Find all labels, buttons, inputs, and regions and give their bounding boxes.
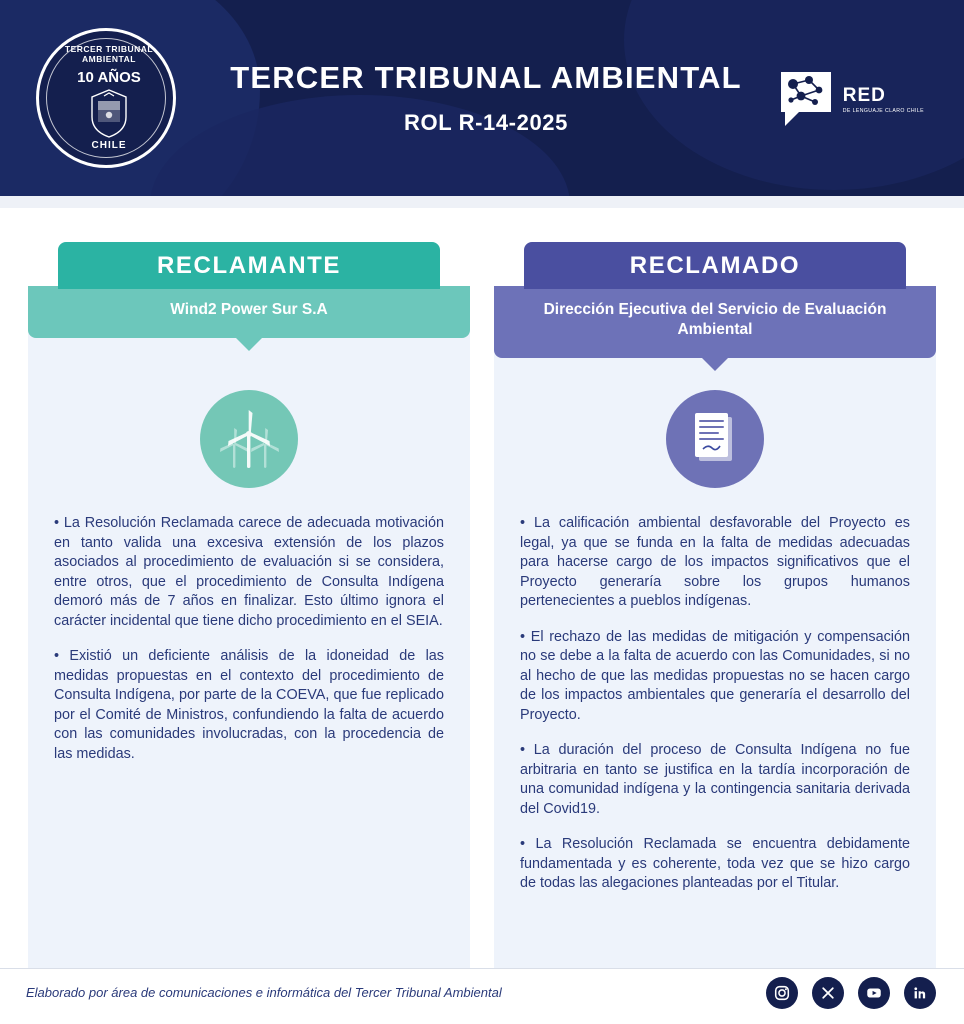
seal-arc-top-text: TERCER TRIBUNAL AMBIENTAL bbox=[64, 44, 154, 64]
case-number: ROL R-14-2025 bbox=[404, 110, 568, 135]
role-label-reclamante: RECLAMANTE bbox=[58, 242, 440, 289]
list-item: • La duración del proceso de Consulta Indígena no fue arbitraria en tanto se justifica en la tardía incorporación de una comunidad indígena y la contingencia sanitaria derivada del Covid19. bbox=[520, 742, 910, 817]
page-title: TERCER TRIBUNAL AMBIENTAL bbox=[230, 60, 742, 95]
party-columns bbox=[0, 242, 964, 986]
pointer-triangle-icon bbox=[702, 358, 728, 371]
red-logo-name: RED bbox=[842, 84, 886, 106]
party-name-text: Wind2 Power Sur S.A bbox=[170, 301, 328, 318]
list-item: • La calificación ambiental desfavorable del Proyecto es legal, ya que se funda en la falta de medidas adecuadas para hacerse cargo de los impactos significativos que el Proyecto generaría sobre los grupos humanos pertenecientes a pueblos indígenas. bbox=[520, 515, 910, 609]
column-reclamante bbox=[28, 242, 470, 986]
page-footer bbox=[0, 968, 964, 1024]
instagram-icon[interactable] bbox=[766, 977, 798, 1009]
x-twitter-icon[interactable] bbox=[812, 977, 844, 1009]
tribunal-seal-logo bbox=[36, 28, 176, 168]
red-lenguaje-claro-logo bbox=[775, 68, 924, 130]
page-body bbox=[0, 196, 964, 986]
page-header bbox=[0, 0, 964, 196]
header-title-block bbox=[196, 0, 776, 196]
youtube-icon[interactable] bbox=[858, 977, 890, 1009]
seal-arc-bottom-text: CHILE bbox=[91, 140, 127, 151]
wind-turbine-icon bbox=[200, 390, 298, 488]
party-name-reclamante bbox=[28, 286, 470, 338]
party-name-reclamado bbox=[494, 286, 936, 358]
footer-credit: Elaborado por área de comunicaciones e informática del Tercer Tribunal Ambiental bbox=[26, 985, 502, 1000]
list-item: • Existió un deficiente análisis de la idoneidad de las medidas propuestas en el contexto del procedimiento de Consulta Indígena, por parte de la COEVA, que fue replicado por el Comité de Ministros, confundiendo la falta de acuerdo con las comunidades involucradas, con la procedencia de las medidas. bbox=[54, 648, 444, 762]
social-links bbox=[766, 977, 936, 1009]
bullet-list-reclamado bbox=[520, 514, 910, 894]
seal-years-text: 10 AÑOS bbox=[77, 69, 141, 86]
header-separator-band bbox=[0, 196, 964, 208]
party-name-text: Dirección Ejecutiva del Servicio de Evaluación Ambiental bbox=[543, 301, 887, 338]
red-network-icon bbox=[775, 68, 837, 130]
role-label-reclamado: RECLAMADO bbox=[524, 242, 906, 289]
chile-coat-of-arms-icon bbox=[86, 87, 132, 139]
bullet-list-reclamante bbox=[54, 514, 444, 764]
signed-document-icon bbox=[666, 390, 764, 488]
list-item: • El rechazo de las medidas de mitigación y compensación no se debe a la falta de acuerdo con las Comunidades, si no al hecho de que las medidas propuestas no se hacen cargo de los impactos ambientales que generaría el desarrollo del Proyecto. bbox=[520, 628, 910, 723]
column-reclamado bbox=[494, 242, 936, 986]
linkedin-icon[interactable] bbox=[904, 977, 936, 1009]
list-item: • La Resolución Reclamada carece de adecuada motivación en tanto valida una excesiva extensión de los plazos asociados al procedimiento de evaluación si se considera, entre otros, que el procedimiento de Consulta Indígena demoró más de 7 años en finalizar. Esto último ignora el carácter incidental que tiene dicho procedimiento en el SEIA. bbox=[54, 515, 444, 629]
red-logo-tagline: DE LENGUAJE CLARO CHILE bbox=[842, 107, 924, 114]
pointer-triangle-icon bbox=[236, 338, 262, 351]
list-item: • La Resolución Reclamada se encuentra debidamente fundamentada y es coherente, toda vez que se hizo cargo de todas las alegaciones planteadas por el Titular. bbox=[520, 836, 910, 891]
